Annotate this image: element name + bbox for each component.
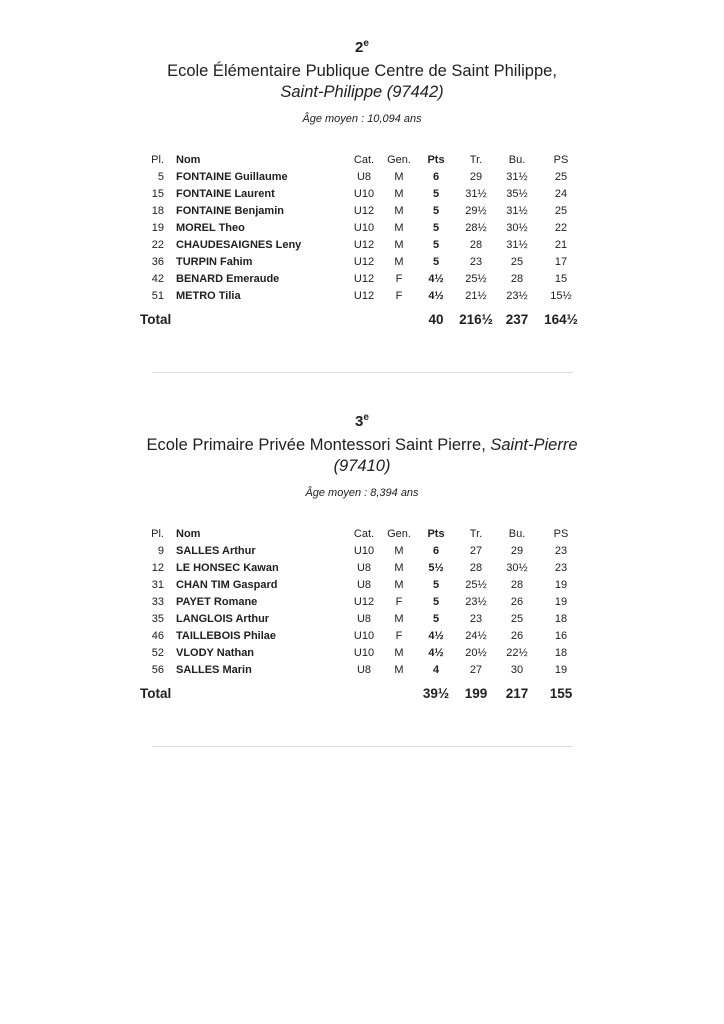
cell: 6: [432, 544, 440, 557]
col-header-place: Pl.: [151, 153, 164, 166]
cell: 5: [432, 612, 440, 625]
col-header-name: Nom: [176, 527, 201, 540]
cell: PAYET Romane: [176, 595, 258, 608]
rank-heading: [0, 35, 724, 57]
total-tr: 216½: [459, 312, 493, 327]
cell: 22: [151, 238, 164, 251]
section-divider: [152, 372, 573, 373]
table-row: [140, 168, 584, 185]
cell: 18: [554, 612, 568, 625]
total-row: [140, 678, 584, 701]
cell: 52: [151, 646, 164, 659]
col-header-place: Pl.: [151, 527, 164, 540]
cell: 25: [554, 170, 568, 183]
cell: 31½: [506, 170, 528, 183]
total-bu: 217: [505, 686, 529, 701]
school-city-italic: (97410): [333, 457, 391, 475]
cell: 16: [554, 629, 568, 642]
cell: METRO Tilia: [176, 289, 241, 302]
total-points: 39½: [422, 686, 450, 701]
total-tr: 199: [464, 686, 488, 701]
cell: 4½: [428, 646, 444, 659]
cell: 15½: [550, 289, 572, 302]
cell: SALLES Arthur: [176, 544, 256, 557]
cell: 19: [554, 663, 568, 676]
table-row: [140, 219, 584, 236]
rank-heading: [0, 409, 724, 431]
cell: 27: [469, 663, 483, 676]
cell: 5: [432, 221, 440, 234]
cell: F: [395, 289, 403, 302]
col-header-bu: Bu.: [508, 153, 526, 166]
average-age: Âge moyen : 8,394 ans: [305, 487, 419, 499]
second-place-section: [0, 0, 724, 327]
cell: M: [394, 187, 404, 200]
cell: 28: [510, 272, 524, 285]
table-row: [140, 661, 584, 678]
cell: 24: [554, 187, 568, 200]
cell: M: [394, 663, 404, 676]
cell: 12: [151, 561, 164, 574]
cell: 5: [432, 238, 440, 251]
cell: 5: [432, 255, 440, 268]
cell: 21½: [465, 289, 487, 302]
col-header-points: Pts: [427, 153, 445, 166]
cell: 31½: [506, 204, 528, 217]
cell: 29: [510, 544, 524, 557]
col-header-bu: Bu.: [508, 527, 526, 540]
cell: 26: [510, 595, 524, 608]
cell: TAILLEBOIS Philae: [176, 629, 277, 642]
table-row: [140, 559, 584, 576]
cell: 20½: [465, 646, 487, 659]
cell: M: [394, 255, 404, 268]
cell: 23: [469, 255, 483, 268]
cell: M: [394, 221, 404, 234]
total-row: [140, 304, 584, 327]
cell: 30: [510, 663, 524, 676]
table-row: [140, 610, 584, 627]
rank-number: 3: [355, 413, 364, 430]
cell: 5: [432, 595, 440, 608]
third-place-section: [0, 409, 724, 701]
table-row: [140, 287, 584, 304]
col-header-tr: Tr.: [469, 153, 483, 166]
cell: TURPIN Fahim: [176, 255, 253, 268]
cell: U12: [353, 289, 375, 302]
cell: 42: [151, 272, 164, 285]
cell: U10: [353, 221, 375, 234]
cell: 28: [469, 238, 483, 251]
cell: 24½: [465, 629, 487, 642]
col-header-gender: Gen.: [387, 527, 411, 540]
school-name-italic: Saint-Pierre: [490, 436, 578, 454]
table-row: [140, 202, 584, 219]
cell: F: [395, 629, 403, 642]
cell: 36: [151, 255, 164, 268]
cell: CHAUDESAIGNES Leny: [176, 238, 302, 251]
school-name-regular: Ecole Élémentaire Publique Centre de Saint Philippe,: [167, 62, 557, 80]
section-divider: [152, 746, 573, 747]
cell: 15: [151, 187, 164, 200]
cell: 46: [151, 629, 164, 642]
cell: 30½: [506, 221, 528, 234]
cell: U10: [353, 629, 375, 642]
cell: M: [394, 612, 404, 625]
cell: MOREL Theo: [176, 221, 245, 234]
table-header-row: [140, 525, 584, 542]
cell: U8: [356, 170, 372, 183]
results-table-body: [140, 168, 584, 304]
cell: 4½: [428, 629, 444, 642]
cell: M: [394, 204, 404, 217]
cell: 5½: [428, 561, 444, 574]
cell: 29½: [465, 204, 487, 217]
cell: 19: [554, 578, 568, 591]
cell: 31: [151, 578, 164, 591]
results-table: [140, 525, 584, 701]
cell: U8: [356, 578, 372, 591]
cell: F: [395, 595, 403, 608]
cell: 33: [151, 595, 164, 608]
cell: U8: [356, 612, 372, 625]
table-row: [140, 236, 584, 253]
col-header-ps: PS: [553, 527, 569, 540]
cell: 18: [554, 646, 568, 659]
cell: 4½: [428, 289, 444, 302]
cell: 5: [157, 170, 164, 183]
table-row: [140, 270, 584, 287]
rank-suffix: e: [363, 38, 369, 49]
cell: 28: [469, 561, 483, 574]
cell: 5: [432, 187, 440, 200]
col-header-name: Nom: [176, 153, 201, 166]
cell: FONTAINE Laurent: [176, 187, 275, 200]
cell: 35: [151, 612, 164, 625]
table-row: [140, 644, 584, 661]
cell: U10: [353, 187, 375, 200]
cell: 4½: [428, 272, 444, 285]
cell: FONTAINE Benjamin: [176, 204, 284, 217]
cell: 23: [469, 612, 483, 625]
cell: U12: [353, 595, 375, 608]
cell: SALLES Marin: [176, 663, 252, 676]
total-label: Total: [140, 686, 172, 701]
cell: BENARD Emeraude: [176, 272, 280, 285]
cell: U12: [353, 204, 375, 217]
cell: U12: [353, 272, 375, 285]
col-header-category: Cat.: [353, 527, 375, 540]
cell: M: [394, 561, 404, 574]
cell: 23½: [506, 289, 528, 302]
cell: 35½: [506, 187, 528, 200]
cell: LANGLOIS Arthur: [176, 612, 270, 625]
cell: 29: [469, 170, 483, 183]
table-header-row: [140, 151, 584, 168]
cell: 22: [554, 221, 568, 234]
cell: 6: [432, 170, 440, 183]
cell: 25: [510, 612, 524, 625]
cell: LE HONSEC Kawan: [176, 561, 279, 574]
cell: 25½: [465, 272, 487, 285]
cell: 17: [554, 255, 568, 268]
cell: 18: [151, 204, 164, 217]
total-ps: 164½: [544, 312, 578, 327]
cell: 5: [432, 578, 440, 591]
total-bu: 237: [505, 312, 529, 327]
total-points: 40: [428, 312, 444, 327]
cell: 51: [151, 289, 164, 302]
cell: U10: [353, 544, 375, 557]
col-header-category: Cat.: [353, 153, 375, 166]
results-table: [140, 151, 584, 327]
cell: 4: [432, 663, 440, 676]
cell: 28: [510, 578, 524, 591]
table-row: [140, 185, 584, 202]
cell: 56: [151, 663, 164, 676]
cell: M: [394, 238, 404, 251]
cell: CHAN TIM Gaspard: [176, 578, 278, 591]
cell: 9: [157, 544, 164, 557]
cell: 5: [432, 204, 440, 217]
cell: M: [394, 170, 404, 183]
school-city-italic: Saint-Philippe (97442): [280, 83, 444, 101]
cell: 31½: [465, 187, 487, 200]
cell: U12: [353, 255, 375, 268]
cell: 25: [554, 204, 568, 217]
rank-number: 2: [355, 39, 364, 56]
cell: 23: [554, 544, 568, 557]
cell: U8: [356, 663, 372, 676]
cell: VLODY Nathan: [176, 646, 255, 659]
cell: 19: [554, 595, 568, 608]
cell: 22½: [506, 646, 528, 659]
cell: M: [394, 646, 404, 659]
cell: FONTAINE Guillaume: [176, 170, 288, 183]
cell: F: [395, 272, 403, 285]
col-header-gender: Gen.: [387, 153, 411, 166]
cell: 31½: [506, 238, 528, 251]
cell: U8: [356, 561, 372, 574]
school-name-regular: Ecole Primaire Privée Montessori Saint Pierre,: [146, 436, 491, 454]
col-header-ps: PS: [553, 153, 569, 166]
cell: 23: [554, 561, 568, 574]
table-row: [140, 253, 584, 270]
cell: 26: [510, 629, 524, 642]
col-header-tr: Tr.: [469, 527, 483, 540]
cell: 23½: [465, 595, 487, 608]
col-header-points: Pts: [427, 527, 445, 540]
cell: 15: [554, 272, 568, 285]
cell: 19: [151, 221, 164, 234]
cell: 21: [554, 238, 568, 251]
cell: 25½: [465, 578, 487, 591]
cell: 27: [469, 544, 483, 557]
cell: 25: [510, 255, 524, 268]
cell: U10: [353, 646, 375, 659]
school-title: [70, 61, 654, 103]
table-row: [140, 576, 584, 593]
rank-suffix: e: [363, 412, 369, 423]
average-age: Âge moyen : 10,094 ans: [302, 113, 422, 125]
cell: U12: [353, 238, 375, 251]
total-label: Total: [140, 312, 172, 327]
total-ps: 155: [549, 686, 573, 701]
cell: M: [394, 578, 404, 591]
cell: 28½: [465, 221, 487, 234]
cell: M: [394, 544, 404, 557]
table-row: [140, 542, 584, 559]
school-title: [70, 435, 654, 477]
cell: 30½: [506, 561, 528, 574]
table-row: [140, 593, 584, 610]
table-row: [140, 627, 584, 644]
results-table-body: [140, 542, 584, 678]
